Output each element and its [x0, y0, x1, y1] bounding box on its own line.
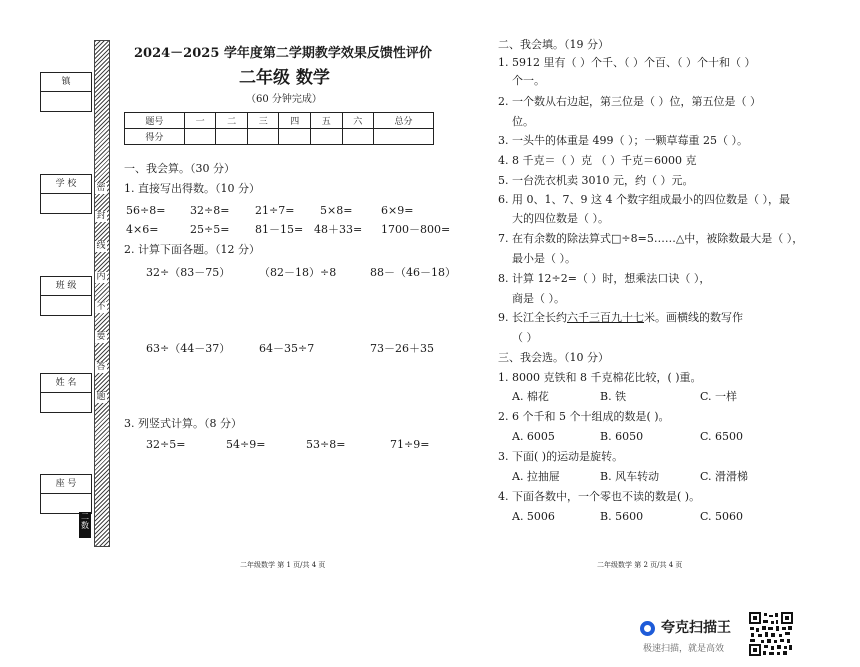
sidebar-label: 姓 名	[41, 374, 91, 393]
calc-item: 21÷7=	[255, 204, 295, 217]
fill-line: 1. 5912 里有（ ）个千、（ ）个百、（ ）个十和（ ）	[498, 56, 756, 69]
binding-hatch	[94, 40, 110, 547]
calc-item: 32÷5=	[146, 438, 186, 451]
calc-item: （82－18）÷8	[259, 266, 337, 279]
choice-option[interactable]: C. 5060	[700, 510, 744, 523]
page-footer: 二年级数学 第 2 页/共 4 页	[597, 561, 683, 569]
choice-option[interactable]: A. 棉花	[512, 390, 549, 403]
calc-item: 48＋33=	[314, 223, 363, 236]
choice-option[interactable]: C. 6500	[700, 430, 744, 443]
seal-char: 答	[96, 362, 106, 372]
score-entry[interactable]	[216, 129, 248, 145]
choice-option[interactable]: A. 拉抽屉	[512, 470, 560, 483]
choice-question: 2. 6 个千和 5 个十组成的数是( )。	[498, 410, 670, 423]
choice-option[interactable]: B. 5600	[600, 510, 644, 523]
sidebar-label: 座 号	[41, 475, 91, 494]
fill-line: 8. 计算 12÷2=（ ）时，想乘法口诀（ ），	[498, 272, 711, 285]
seal-char: 内	[96, 272, 106, 282]
calc-item: 32÷8=	[190, 204, 230, 217]
question-title: 1. 直接写出得数。（10 分）	[124, 182, 260, 195]
score-entry[interactable]	[279, 129, 311, 145]
choice-question: 4. 下面各数中，一个零也不读的数是( )。	[498, 490, 701, 503]
fill-line: 7. 在有余数的除法算式□÷8=5……△中，被除数最大是（ ），	[498, 232, 804, 245]
sidebar-field-class	[40, 276, 92, 316]
choice-option[interactable]: C. 滑滑梯	[700, 470, 749, 483]
calc-item: 1700－800=	[381, 223, 451, 236]
section-title: 一、我会算。（30 分）	[124, 162, 235, 175]
question-title: 2. 计算下面各题。（12 分）	[124, 243, 260, 256]
sidebar-field-town	[40, 72, 92, 112]
score-table-header-row	[125, 113, 434, 129]
choice-option[interactable]: C. 一样	[700, 390, 738, 403]
fill-line: 大的四位数是（ ）。	[512, 212, 609, 225]
calc-item: 6×9=	[381, 204, 414, 217]
score-cell: 五	[311, 113, 343, 129]
fill-line: 3. 一头牛的体重是 499（ ）；一颗草莓重 25（ ）。	[498, 134, 748, 147]
calc-item: 64－35÷7	[259, 342, 315, 355]
score-cell: 得分	[125, 129, 185, 145]
calc-item: 73－26＋35	[370, 342, 434, 355]
choice-question: 3. 下面( )的运动是旋转。	[498, 450, 624, 463]
sidebar-label: 学 校	[41, 175, 91, 194]
question-title: 3. 列竖式计算。（8 分）	[124, 417, 242, 430]
calc-item: 53÷8=	[306, 438, 346, 451]
grade-tag: 二数	[79, 512, 91, 538]
choice-option[interactable]: B. 6050	[600, 430, 644, 443]
calc-item: 88－（46－18）	[370, 266, 456, 279]
calc-item: 5×8=	[320, 204, 353, 217]
score-cell: 四	[279, 113, 311, 129]
calc-item: 56÷8=	[126, 204, 166, 217]
calc-item: 25÷5=	[190, 223, 230, 236]
fill-line: 6. 用 0、1、7、9 这 4 个数字组成最小的四位数是（ ），最	[498, 193, 790, 206]
score-entry[interactable]	[184, 129, 216, 145]
calc-item: 4×6=	[126, 223, 159, 236]
score-table-score-row	[125, 129, 434, 145]
score-entry[interactable]	[374, 129, 434, 145]
section-title: 二、我会填。（19 分）	[498, 38, 609, 51]
seal-char: 密	[96, 183, 106, 193]
sidebar-field-name	[40, 373, 92, 413]
time-note: （60 分钟完成）	[246, 94, 322, 105]
brand-slogan: 极速扫描，就是高效	[643, 644, 725, 654]
choice-option[interactable]: A. 5006	[512, 510, 555, 523]
seal-char: 题	[96, 392, 106, 402]
seal-char: 要	[96, 332, 106, 342]
sidebar-label: 班 级	[41, 277, 91, 296]
fill-line: 2. 一个数从右边起，第三位是（ ）位，第五位是（ ）	[498, 95, 761, 108]
score-cell: 题号	[125, 113, 185, 129]
choice-option[interactable]: A. 6005	[512, 430, 555, 443]
fill-line: 最小是（ ）。	[512, 252, 576, 265]
sidebar-field-school	[40, 174, 92, 214]
fill-line: 4. 8 千克＝（ ）克 （ ）千克＝6000 克	[498, 154, 697, 167]
score-entry[interactable]	[342, 129, 374, 145]
page-footer: 二年级数学 第 1 页/共 4 页	[240, 561, 326, 569]
sidebar-field-seat	[40, 474, 92, 514]
score-cell: 总分	[374, 113, 434, 129]
seal-char: 不	[96, 302, 106, 312]
choice-option[interactable]: B. 铁	[600, 390, 627, 403]
calc-item: 81－15=	[255, 223, 304, 236]
qr-code-icon	[749, 612, 793, 656]
fill-line: 5. 一台洗衣机卖 3010 元，约（ ）元。	[498, 174, 694, 187]
score-cell: 三	[247, 113, 279, 129]
calc-item: 63÷（44－37）	[146, 342, 231, 355]
seal-char: 封	[96, 211, 106, 221]
score-cell: 六	[342, 113, 374, 129]
calc-item: 71÷9=	[390, 438, 430, 451]
exam-title: 2024－2025 学年度第二学期教学效果反馈性评价	[134, 46, 432, 61]
choice-question: 1. 8000 克铁和 8 千克棉花比较，( )重。	[498, 371, 702, 384]
score-entry[interactable]	[247, 129, 279, 145]
score-cell: 一	[184, 113, 216, 129]
score-cell: 二	[216, 113, 248, 129]
choice-option[interactable]: B. 风车转动	[600, 470, 660, 483]
score-table	[124, 112, 434, 145]
fill-line: （ ）	[512, 331, 538, 344]
brand-name: 夸克扫描王	[661, 620, 731, 636]
section-title: 三、我会选。（10 分）	[498, 351, 609, 364]
fill-line: 商是（ ）。	[512, 292, 565, 305]
sidebar-label: 镇	[41, 73, 91, 92]
score-entry[interactable]	[311, 129, 343, 145]
fill-line: 个一。	[512, 74, 545, 87]
quark-logo-icon	[640, 621, 655, 636]
calc-item: 32÷（83－75）	[146, 266, 231, 279]
seal-char: 线	[96, 241, 106, 251]
calc-item: 54÷9=	[226, 438, 266, 451]
exam-subtitle: 二年级 数学	[239, 68, 330, 88]
fill-line: 位。	[512, 115, 534, 128]
fill-line: 9. 长江全长约六千三百九十七米。画横线的数写作	[498, 311, 743, 324]
